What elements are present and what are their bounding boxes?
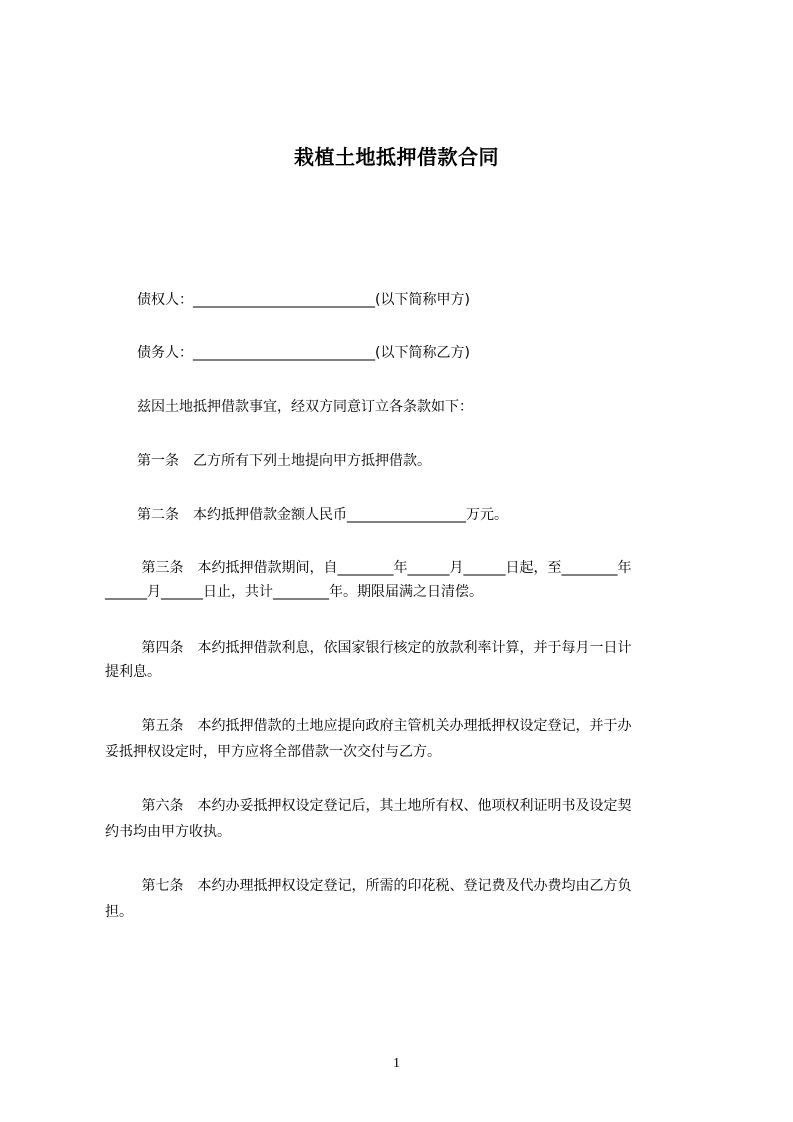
article-3-line-2: ______月______日止，共计________年。期限届满之日清偿。 xyxy=(105,584,483,600)
article-5-line-2: 妥抵押权设定时，甲方应将全部借款一次交付与乙方。 xyxy=(105,744,441,760)
debtor-line: 债务人：__________________________(以下简称乙方) xyxy=(137,345,470,361)
article-5-line-1: 第五条 本约抵押借款的土地应提向政府主管机关办理抵押权设定登记，并于办 xyxy=(137,718,632,734)
article-6-line-2: 约书均由甲方收执。 xyxy=(105,824,231,840)
article-3-line-1: 第三条 本约抵押借款期间，自________年______月______日起，至________年 xyxy=(137,560,632,576)
creditor-line: 债权人：__________________________(以下简称甲方) xyxy=(137,292,470,308)
article-7-line-2: 担。 xyxy=(105,904,133,920)
article-6-line-1: 第六条 本约办妥抵押权设定登记后，其土地所有权、他项权利证明书及设定契 xyxy=(137,798,632,814)
article-4-line-1: 第四条 本约抵押借款利息，依国家银行核定的放款利率计算，并于每月一日计 xyxy=(137,640,632,656)
article-1: 第一条 乙方所有下列土地提向甲方抵押借款。 xyxy=(137,453,431,469)
article-2: 第二条 本约抵押借款金额人民币_________________万元。 xyxy=(137,507,508,523)
article-4-line-2: 提利息。 xyxy=(105,664,161,680)
preamble-line: 兹因土地抵押借款事宜，经双方同意订立各条款如下： xyxy=(137,399,473,415)
document-title: 栽植土地抵押借款合同 xyxy=(294,145,499,169)
page-number: 1 xyxy=(393,1056,400,1071)
article-7-line-1: 第七条 本约办理抵押权设定登记，所需的印花税、登记费及代办费均由乙方负 xyxy=(137,878,632,894)
